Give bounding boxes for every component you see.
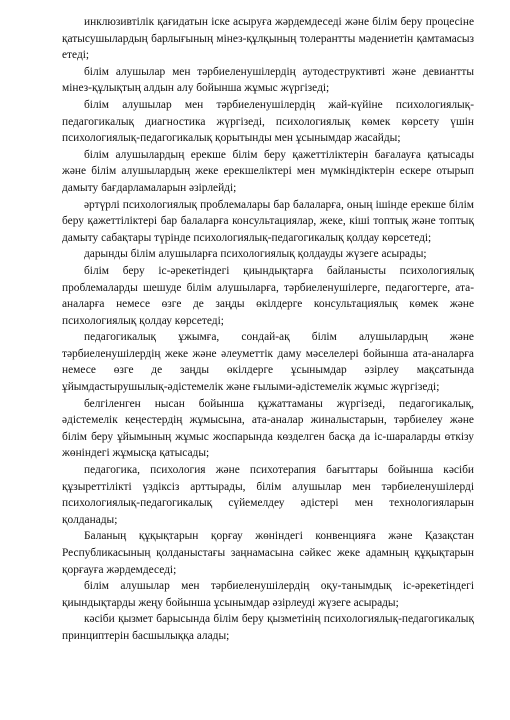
paragraph-6: дарынды білім алушыларға психологиялық қолдауды жүзеге асырады;: [84, 248, 427, 261]
paragraph-8: педагогикалық ұжымға, сондай-ақ білім алушылардың және тәрбиеленушілердің жеке және әлеуметтік даму мәселелері бойынша ата-аналарға немесе өзге де заңды өкілдерге ұсынымдар әзірлеу мақсатында ұйымдастырушылық-әдістемелік және ғылыми-әдістемелік жұмыс жүргізеді;: [62, 331, 474, 394]
paragraph-11: Баланың құқықтарын қорғау жөніндегі конвенцияға және Қазақстан Республикасының қолданыстағы заңнамасына сәйкес жеке адамның құқықтарын қорғауға жәрдемдеседі;: [62, 530, 474, 576]
paragraph-4: білім алушылардың ерекше білім беру қажеттіліктерін бағалауға қатысады және білім алушылардың жеке ерекшеліктері мен мүмкіндіктерін ескере отырып дамыту бағдарламаларын әзірлейді;: [62, 148, 474, 194]
paragraph-3: білім алушылар мен тәрбиеленушілердің жай-күйіне психологиялық-педагогикалық диагностика жүргізеді, психологиялық көмек көрсету үшін психологиялық-педагогикалық қорытынды мен ұсынымдар жасайды;: [62, 98, 474, 145]
paragraph-13: кәсіби қызмет барысында білім беру қызметінің психологиялық-педагогикалық принциптерін басшылыққа алады;: [62, 613, 474, 642]
paragraph-7: білім беру іс-әрекетіндегі қиындықтарға байланысты психологиялық проблемаларды шешуде білім алушыларға, тәрбиеленушілерге, педагогтерге, ата-аналарға немесе өзге де заңды өкілдерге консультациялық көмек және психологиялық қолдау көрсетеді;: [62, 264, 474, 327]
paragraph-2: білім алушылар мен тәрбиеленушілердің аутодеструктивті және девиантты мінез-құлықтың алдын алу бойынша жұмыс жүргізеді;: [62, 65, 474, 95]
paragraph-9: белгіленген нысан бойынша құжаттаманы жүргізеді, педагогикалық, әдістемелік кеңестердің жұмысына, ата-аналар жиналыстарын, тәрбиелеу және білім беру ұйымының жұмыс жоспарында көзделген басқа да іс-шараларды өткізу жөніндегі жұмысқа қатысады;: [62, 397, 474, 460]
paragraph-10: педагогика, психология және психотерапия бағыттары бойынша кәсіби құзыреттілікті үздіксіз арттырады, білім алушылар мен тәрбиеленушілерді психологиялық-педагогикалық сүйемелдеу әдістері мен технологияларын қолданады;: [62, 464, 474, 526]
paragraph-1: инклюзивтілік қағидатын іске асыруға жәрдемдеседі және білім беру процесіне қатысушылардың барлығының мінез-құлқының толерантты мәдениетін қамтамасыз етеді;: [62, 16, 474, 62]
paragraph-5: әртүрлі психологиялық проблемалары бар балаларға, оның ішінде ерекше білім беру қажеттіліктері бар балаларға консультациялар, жеке, кіші топтық және топтық дамыту сабақтары түрінде психологиялық-педагогикалық қолдау көрсетеді;: [62, 198, 474, 244]
paragraph-12: білім алушылар мен тәрбиеленушілердің оқу-танымдық іс-әрекетіндегі қиындықтарды жеңу бойынша ұсынымдар әзірлеуді жүзеге асырады;: [62, 580, 474, 609]
